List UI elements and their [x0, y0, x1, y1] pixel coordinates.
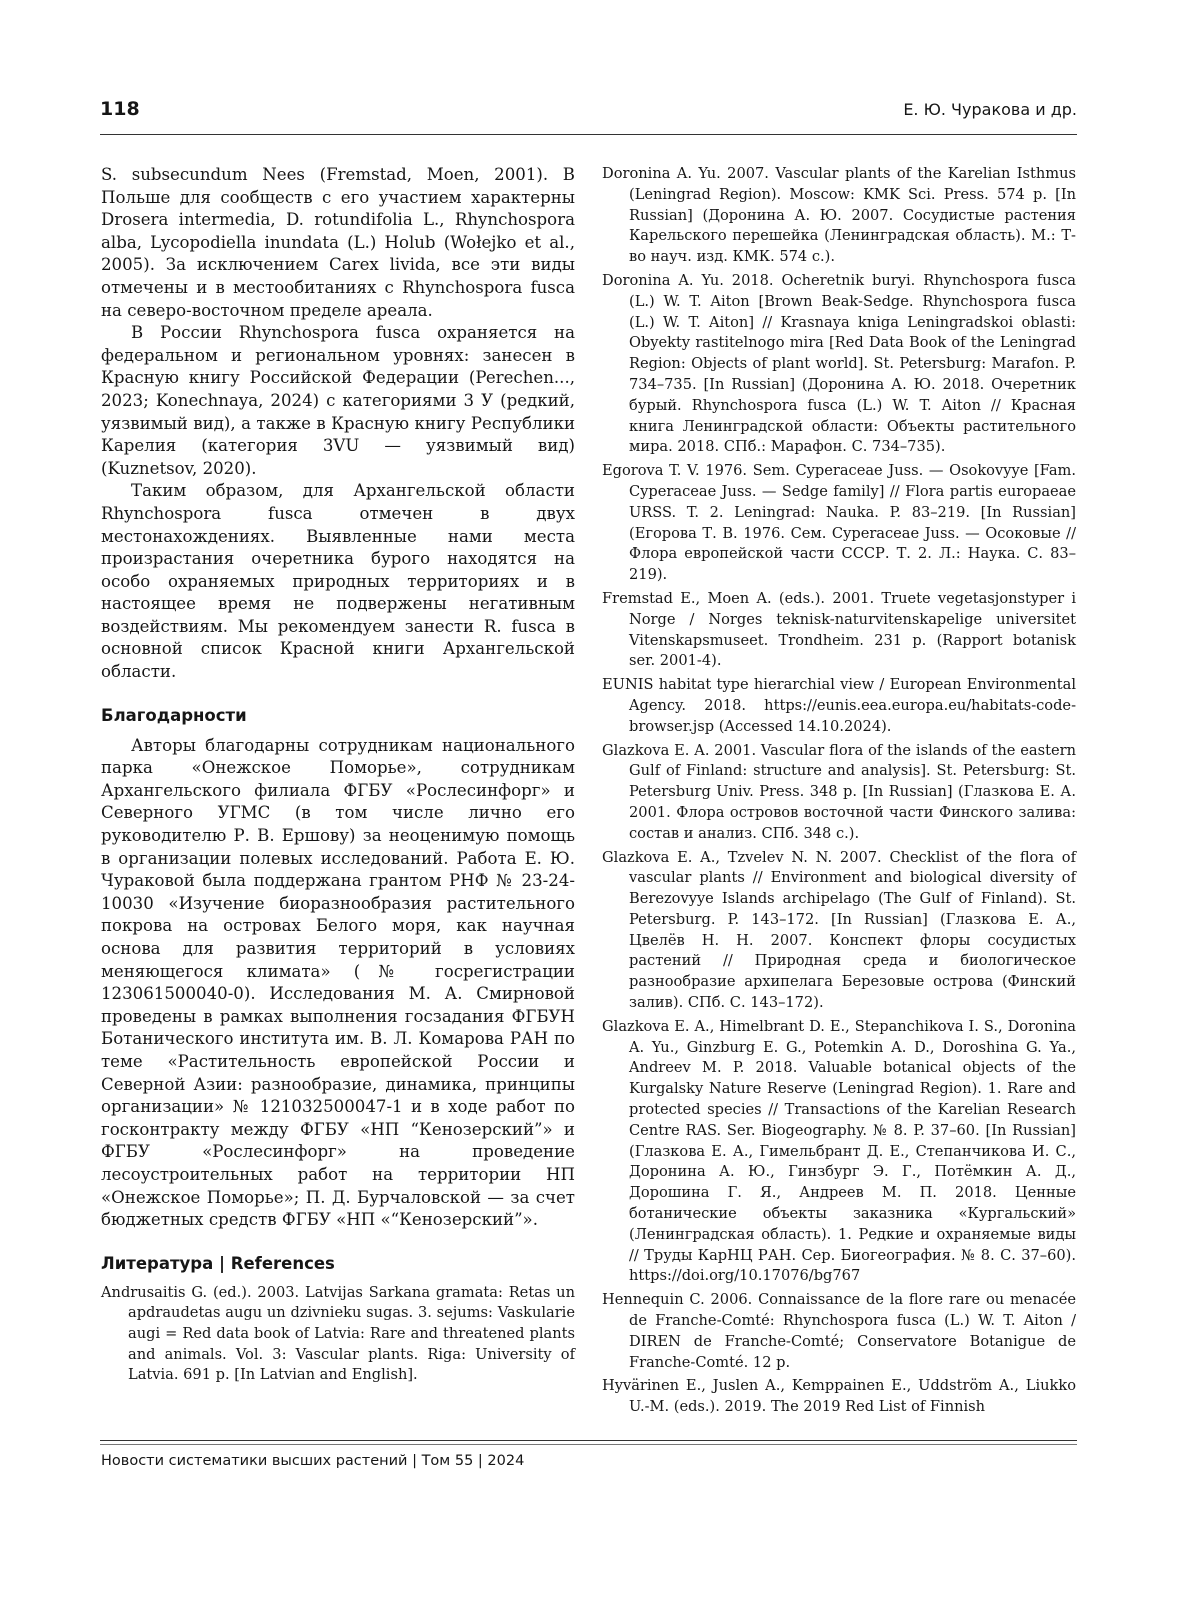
header-divider: [100, 134, 1077, 135]
left-column: [101, 164, 575, 1389]
reference-item: Hennequin C. 2006. Connaissance de la flore rare ou menacée de Franche-Comté: Rhynchospora fusca (L.) W. T. Aiton / DIREN de Franche-Comté; Conservatore Botanigue de Franche-Comté. 12 p.: [602, 1291, 1076, 1371]
footer-divider-thin: [100, 1444, 1077, 1445]
reference-item: Doronina A. Yu. 2007. Vascular plants of the Karelian Isthmus (Leningrad Region). Moscow: KMK Sci. Press. 574 p. [In Russian] (Доронина А. Ю. 2007. Сосудистые растения Карельского перешейка (Ленинградская область). М.: Т-во науч. изд. КМК. 574 с.).: [602, 165, 1076, 266]
reference-item: Glazkova E. A., Himelbrant D. E., Stepanchikova I. S., Doronina A. Yu., Ginzburg E. G., Potemkin A. D., Doroshina G. Ya., Andreev M. P. 2018. Valuable botanical objects of the Kurgalsky Nature Reserve (Leningrad Region). 1. Rare and protected species // Transactions of the Karelian Research Centre RAS. Ser. Biogeography. № 8. P. 37–60. [In Russian] (Глазкова Е. А., Гимельбрант Д. Е., Степанчикова И. С., Доронина А. Ю., Гинзбург Э. Г., Потёмкин А. Д., Дорошина Г. Я., Андреев М. П. 2018. Ценные ботанические объекты заказника «Кургальский» (Ленинградская область). 1. Редкие и охраняемые виды // Труды КарНЦ РАН. Сер. Биогеография. № 8. С. 37–60). https://doi.org/10.17076/bg767: [602, 1017, 1076, 1285]
references-heading: Литература | References: [101, 1253, 335, 1273]
reference-item: Doronina A. Yu. 2018. Ocheretnik buryi. Rhynchospora fusca (L.) W. T. Aiton [Brown Beak-Sedge. Rhynchospora fusca (L.) W. T. Aiton] // Krasnaya kniga Leningradskoi oblasti: Obyekty rastitelnogo mira [Red Data Book of the Leningrad Region: Objects of plant world]. St. Petersburg: Marafon. P. 734–735. [In Russian] (Доронина А. Ю. 2018. Очеретник бурый. Rhynchospora fusca (L.) W. T. Aiton // Красная книга Ленинградской области: Объекты растительного мира. 2018. СПб.: Марафон. С. 734–735).: [602, 271, 1076, 456]
acknowledgements-text: Авторы благодарны сотрудникам национального парка «Онежское Поморье», сотрудникам Архангельского филиала ФГБУ «Рослесинфорг» и Северного УГМС (в том числе лично его руководителю Р. В. Ершову) за неоценимую помощь в организации полевых исследований. Работа Е. Ю. Чураковой была поддержана грантом РНФ № 23-24-10030 «Изучение биоразнообразия растительного покрова на островах Белого моря, как научная основа для развития территорий в условиях меняющегося климата» (№ госрегистрации 123061500040-0). Исследования М. А. Смирновой проведены в рамках выполнения госзадания ФГБУН Ботанического института им. В. Л. Комарова РАН по теме «Растительность европейской России и Северной Азии: разнообразие, динамика, принципы организации» № 121032500047-1 и в ходе работ по госконтракту между ФГБУ «НП “Кенозерский”» и ФГБУ «Рослесинфорг» на проведение лесоустроительных работ на территории НП «Онежское Поморье»; П. Д. Бурчаловской — за счет бюджетных средств ФГБУ «НП «“Кенозерский”».: [101, 735, 575, 1230]
reference-item: Fremstad E., Moen A. (eds.). 2001. Truete vegetasjonstyper i Norge / Norges teknisk-naturvitenskapelige universitet Vitenskapsmuseet. Trondheim. 231 p. (Rapport botanisk ser. 2001-4).: [602, 589, 1076, 670]
reference-item: Glazkova E. A. 2001. Vascular flora of the islands of the eastern Gulf of Finland: structure and analysis]. St. Petersburg: St. Petersburg Univ. Press. 348 p. [In Russian] (Глазкова Е. А. 2001. Флора островов восточной части Финского залива: состав и анализ. СПб. 348 с.).: [602, 741, 1076, 842]
page-number: 118: [100, 98, 140, 120]
paragraph: В России Rhynchospora fusca охраняется на федеральном и региональном уровнях: занесен в Красную книгу Российской Федерации (Perechen..., 2023; Konechnaya, 2024) с категориями 3 У (редкий, уязвимый вид), а также в Красную книгу Республики Карелия (категория 3VU — уязвимый вид) (Kuznetsov, 2020).: [101, 323, 575, 478]
reference-item: Andrusaitis G. (ed.). 2003. Latvijas Sarkana gramata: Retas un apdraudetas augu un dzivnieku sugas. 3. sejums: Vaskularie augi = Red data book of Latvia: Rare and threatened plants and animals. Vol. 3: Vascular plants. Riga: University of Latvia. 691 p. [In Latvian and English].: [101, 1283, 575, 1384]
footer-divider: [100, 1440, 1077, 1441]
reference-item: EUNIS habitat type hierarchial view / European Environmental Agency. 2018. https://eunis.eea.europa.eu/habitats-code-browser.jsp (Accessed 14.10.2024).: [602, 676, 1076, 735]
reference-item: Hyvärinen E., Juslen A., Kemppainen E., Uddström A., Liukko U.-M. (eds.). 2019. The 2019 Red List of Finnish: [602, 1377, 1076, 1416]
right-column-references: [602, 164, 1076, 1421]
reference-item: Glazkova E. A., Tzvelev N. N. 2007. Checklist of the flora of vascular plants // Environment and biological diversity of Berezovyye Islands archipelago (The Gulf of Finland). St. Petersburg. P. 143–172. [In Russian] (Глазкова Е. А., Цвелёв Н. Н. 2007. Конспект флоры сосудистых растений // Природная среда и биологическое разнообразие архипелага Березовые острова (Финский залив). СПб. С. 143–172).: [602, 848, 1076, 1012]
paragraph: S. subsecundum Nees (Fremstad, Moen, 2001). В Польше для сообществ с его участием характерны Drosera intermedia, D. rotundifolia L., Rhynchospora alba, Lycopodiella inundata (L.) Holub (Wołejko et al., 2005). За исключением Carex livida, все эти виды отмечены и в местообитаниях с Rhynchospora fusca на северо-восточном пределе ареала.: [101, 165, 575, 320]
paragraph: Таким образом, для Архангельской области Rhynchospora fusca отмечен в двух местонахождениях. Выявленные нами места произрастания очеретника бурого находятся на особо охраняемых природных территориях и в настоящее время не подвержены негативным воздействиям. Мы рекомендуем занести R. fusca в основной список Красной книги Архангельской области.: [101, 481, 575, 682]
running-head: Е. Ю. Чуракова и др.: [903, 100, 1077, 119]
acknowledgements-heading: Благодарности: [101, 705, 247, 725]
journal-footer: Новости систематики высших растений | Том 55 | 2024: [101, 1453, 525, 1469]
references-list-left: [101, 1283, 575, 1386]
reference-item: Egorova T. V. 1976. Sem. Cyperaceae Juss. — Osokovyye [Fam. Cyperaceae Juss. — Sedge family] // Flora partis europaeae URSS. T. 2. Leningrad: Nauka. P. 83–219. [In Russian] (Егорова Т. В. 1976. Сем. Cyperaceae Juss. — Осоковые // Флора европейской части СССР. Т. 2. Л.: Наука. С. 83–219).: [602, 462, 1076, 584]
